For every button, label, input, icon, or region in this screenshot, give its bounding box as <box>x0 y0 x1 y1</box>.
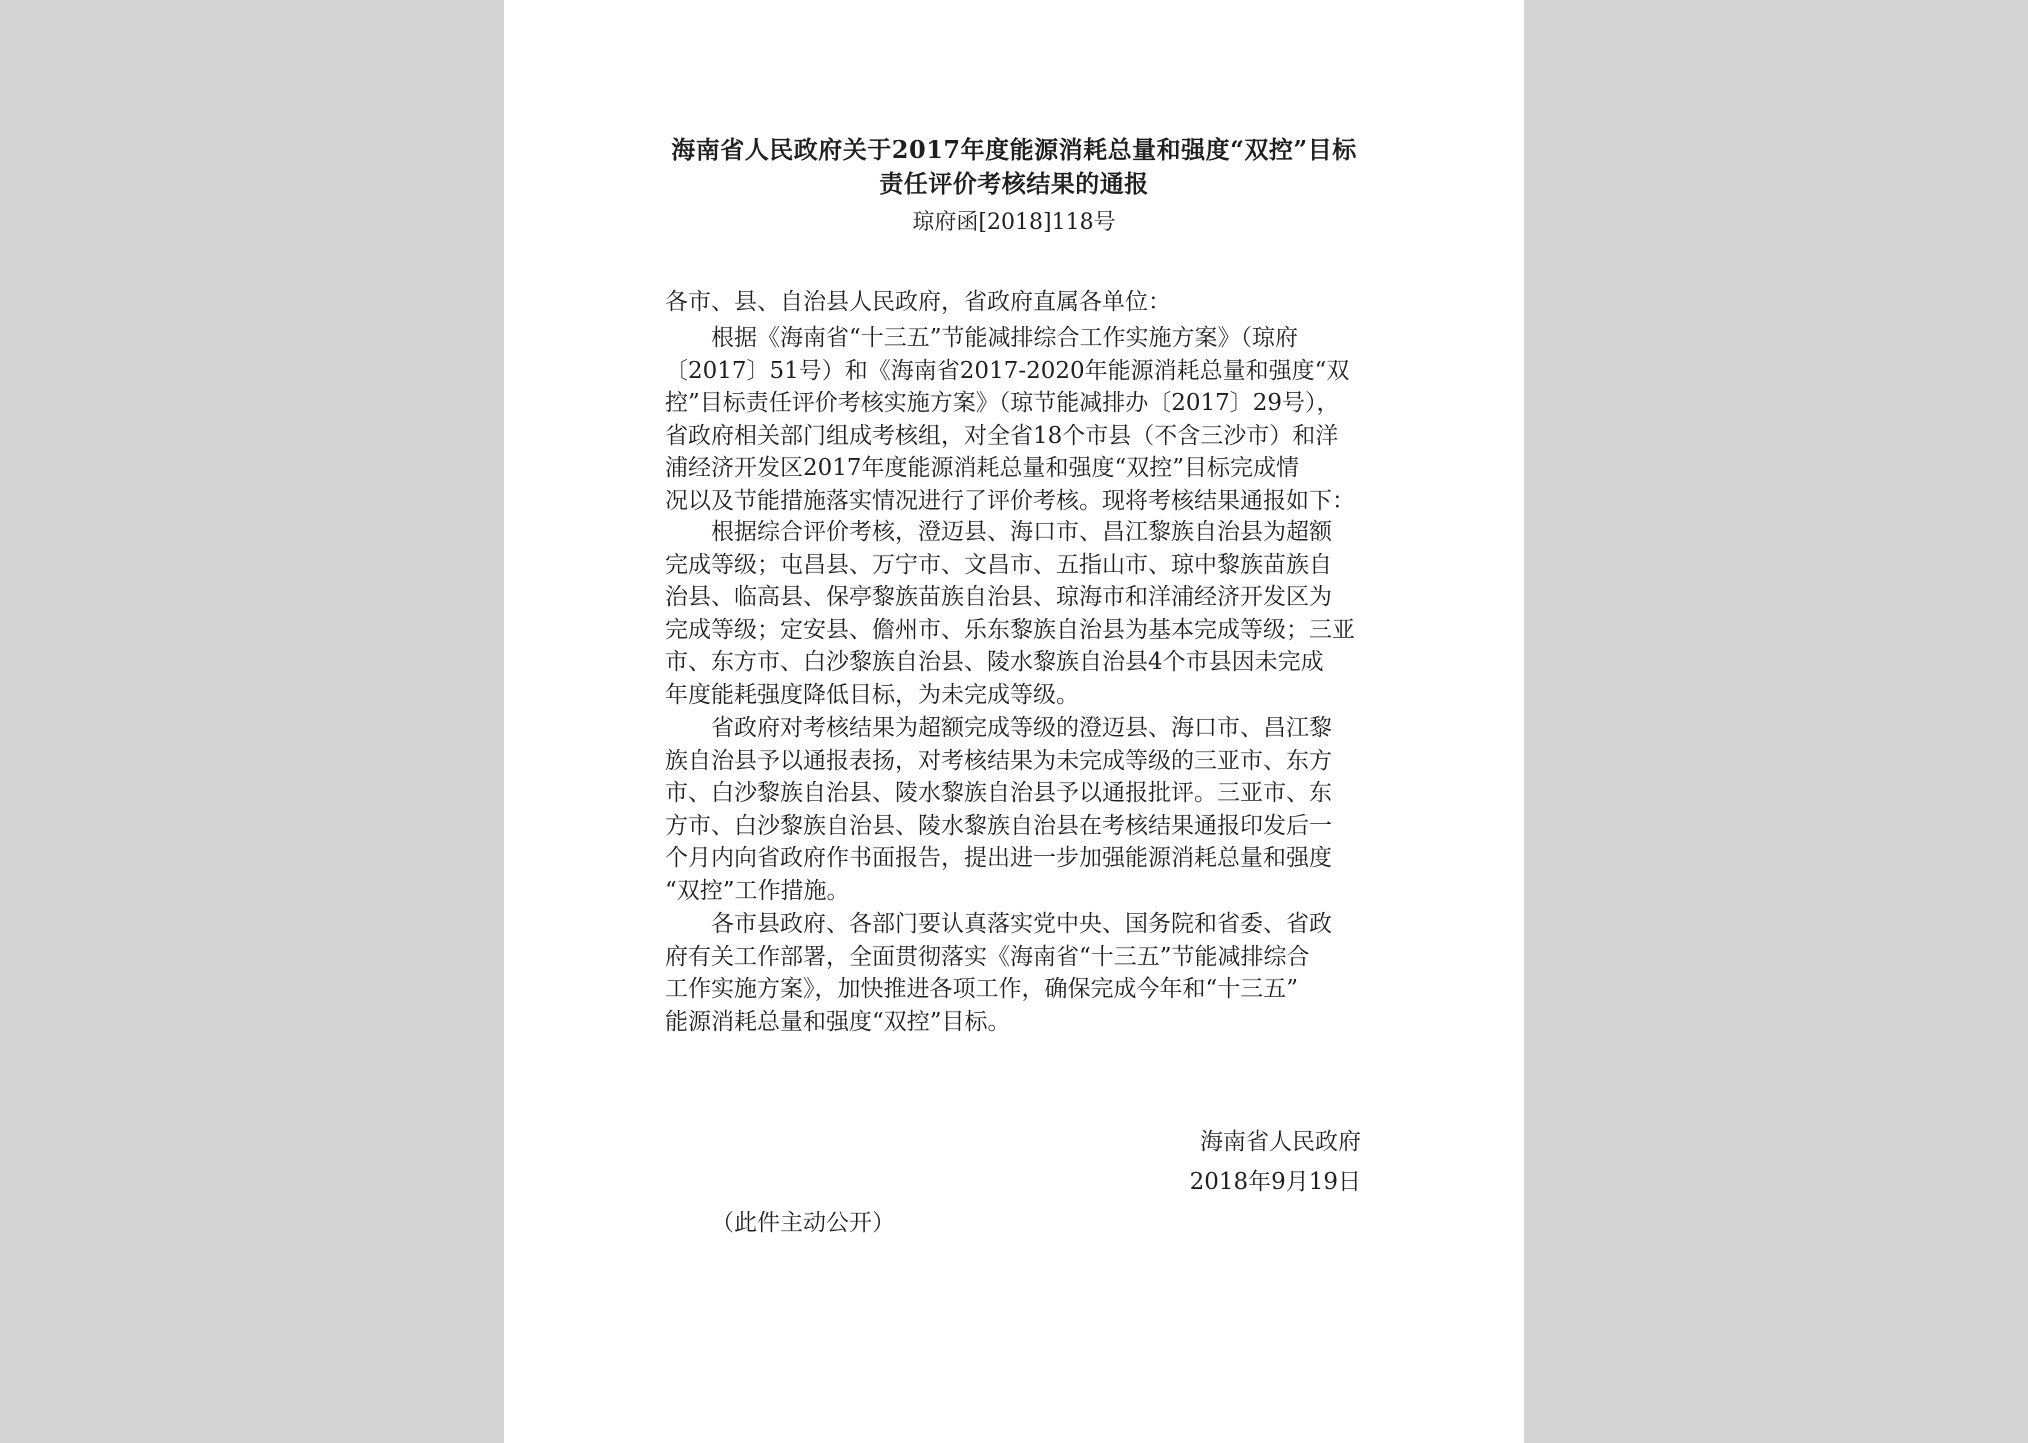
paragraph-line: 省政府相关部门组成考核组，对全省18个市县（不含三沙市）和洋 <box>665 422 1339 449</box>
paragraph-line: 各市县政府、各部门要认真落实党中央、国务院和省委、省政 <box>665 911 1332 937</box>
document-title-line-1: 海南省人民政府关于2017年度能源消耗总量和强度“双控”目标 <box>671 135 1357 164</box>
paragraph-2 <box>665 516 1365 711</box>
paragraph-line: 治县、临高县、保亭黎族苗族自治县、琼海市和洋浦经济开发区为 <box>665 584 1332 610</box>
document-number: 琼府函[2018]118号 <box>912 210 1116 235</box>
paragraph-line: 浦经济开发区2017年度能源消耗总量和强度“双控”目标完成情 <box>665 455 1300 481</box>
document-title-line-2: 责任评价考核结果的通报 <box>879 169 1149 198</box>
paragraph-line: 〔2017〕51号）和《海南省2017-2020年能源消耗总量和强度“双 <box>665 357 1350 384</box>
document-page <box>504 0 1524 1443</box>
paragraph-line: 根据《海南省“十三五”节能减排综合工作实施方案》（琼府 <box>665 325 1299 351</box>
paragraph-line: 工作实施方案》，加快推进各项工作，确保完成今年和“十三五” <box>665 976 1299 1002</box>
disclosure-note: （此件主动公开） <box>711 1210 895 1236</box>
paragraph-line: 控”目标责任评价考核实施方案》（琼节能减排办〔2017〕29号）， <box>665 390 1340 416</box>
paragraph-line: 个月内向省政府作书面报告，提出进一步加强能源消耗总量和强度 <box>665 845 1332 871</box>
paragraph-1 <box>665 322 1365 517</box>
paragraph-line: 市、白沙黎族自治县、陵水黎族自治县予以通报批评。三亚市、东 <box>665 780 1332 806</box>
paragraph-line: 方市、白沙黎族自治县、陵水黎族自治县在考核结果通报印发后一 <box>665 812 1332 839</box>
paragraph-line: 完成等级；屯昌县、万宁市、文昌市、五指山市、琼中黎族苗族自 <box>665 551 1332 578</box>
paragraph-line: 能源消耗总量和强度“双控”目标。 <box>665 1008 1011 1035</box>
paragraph-line: 族自治县予以通报表扬，对考核结果为未完成等级的三亚市、东方 <box>665 747 1332 774</box>
paragraph-line: 年度能耗强度降低目标，为未完成等级。 <box>665 681 1079 708</box>
paragraph-line: 完成等级；定安县、儋州市、乐东黎族自治县为基本完成等级；三亚 <box>665 616 1355 643</box>
signer: 海南省人民政府 <box>1200 1129 1361 1155</box>
paragraph-line: 况以及节能措施落实情况进行了评价考核。现将考核结果通报如下： <box>665 487 1355 514</box>
paragraph-line: 省政府对考核结果为超额完成等级的澄迈县、海口市、昌江黎 <box>665 715 1332 741</box>
paragraph-line: “双控”工作措施。 <box>665 877 850 904</box>
salutation: 各市、县、自治县人民政府，省政府直属各单位： <box>665 289 1171 315</box>
paragraph-3 <box>665 712 1365 907</box>
paragraph-line: 市、东方市、白沙黎族自治县、陵水黎族自治县4个市县因未完成 <box>665 649 1324 675</box>
paragraph-line: 府有关工作部署，全面贯彻落实《海南省“十三五”节能减排综合 <box>665 943 1310 970</box>
paragraph-line: 根据综合评价考核，澄迈县、海口市、昌江黎族自治县为超额 <box>665 519 1332 545</box>
issue-date: 2018年9月19日 <box>1189 1169 1361 1195</box>
paragraph-4 <box>665 908 1365 1038</box>
